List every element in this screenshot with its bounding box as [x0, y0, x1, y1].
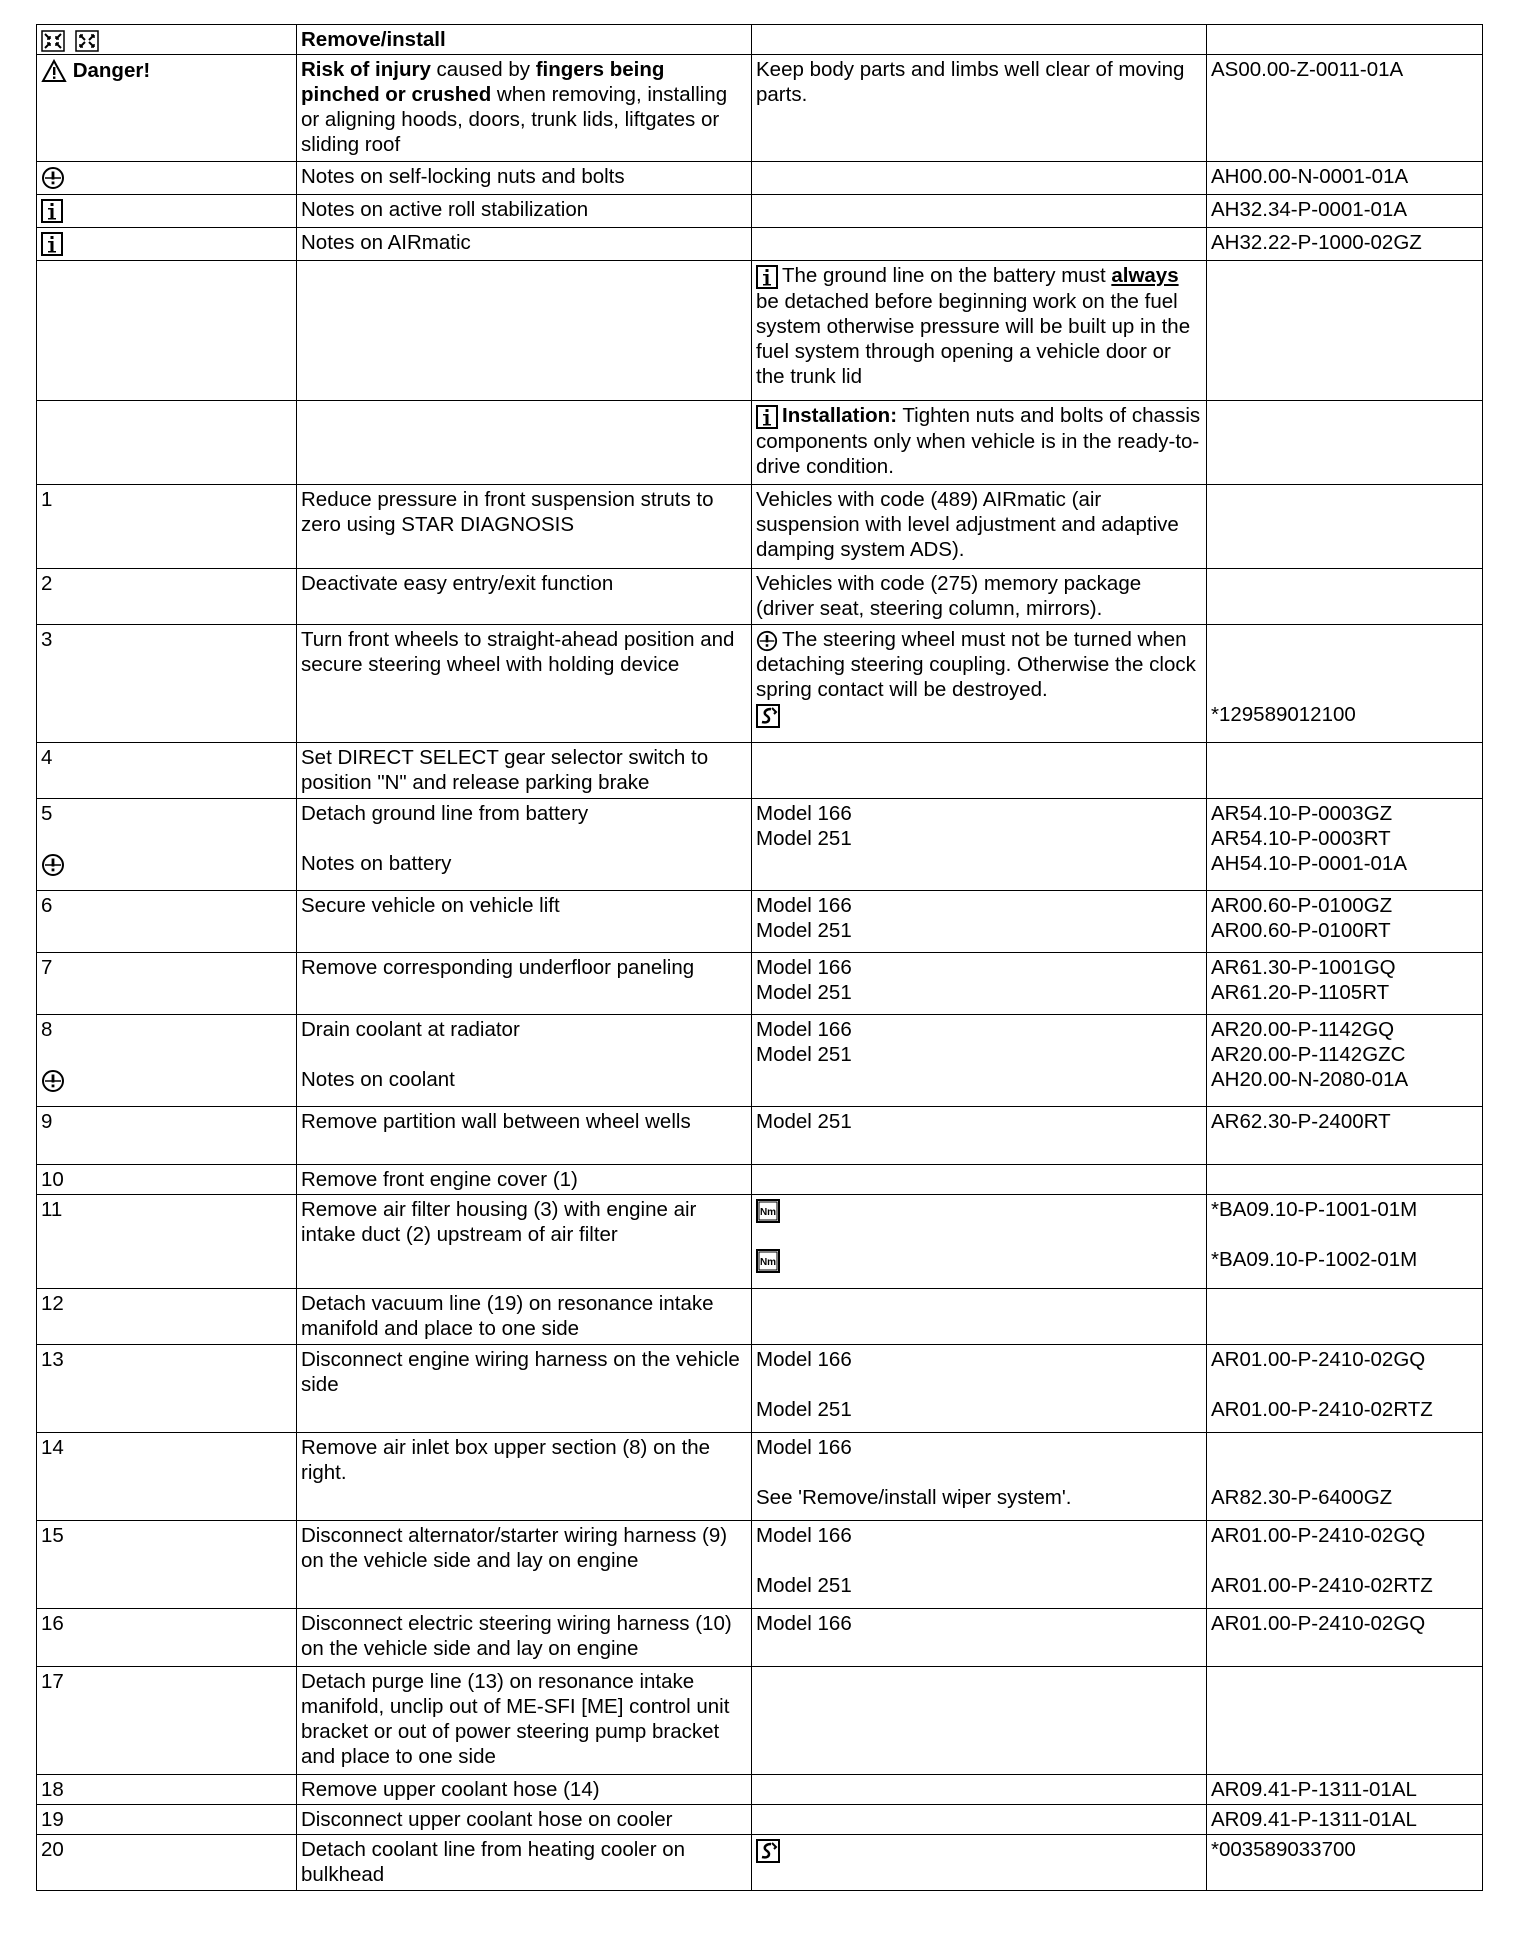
step-row [37, 953, 1483, 1015]
table-header-row [37, 25, 1483, 55]
caution-note-icon [41, 166, 65, 190]
info-install-text: Tighten nuts and bolts of chassis components only when vehicle is in the ready-to-drive condition. [756, 404, 1201, 478]
note-ref-link[interactable]: AH00.00-N-0001-01A [1207, 162, 1483, 195]
step-text: Remove corresponding underfloor paneling [297, 953, 752, 1015]
note-icon-cell [37, 228, 297, 261]
torque-nm-icon[interactable] [756, 1199, 780, 1223]
model-label: Model 166 [756, 894, 852, 917]
note-row [37, 228, 1483, 261]
tool-number-link[interactable]: *129589012100 [1211, 703, 1356, 726]
step-text: Detach purge line (13) on resonance intake manifold, unclip out of ME-SFI [ME] control unit bracket or out of power steering pump bracket and place to one side [297, 1667, 752, 1775]
empty-cell [752, 1667, 1207, 1775]
info-ground-cell [752, 261, 1207, 401]
ref-cell [1207, 1015, 1483, 1107]
ref-cell [1207, 799, 1483, 891]
step-text: Disconnect upper coolant hose on cooler [297, 1805, 752, 1835]
step-number: 17 [37, 1667, 297, 1775]
ref-link[interactable]: AR01.00-P-2410-02RTZ [1211, 1574, 1433, 1597]
empty-cell [1207, 485, 1483, 569]
model-label: Model 166 [756, 956, 852, 979]
ref-link[interactable]: AR01.00-P-2410-02RTZ [1211, 1398, 1433, 1421]
model-label: Model 166 [756, 1524, 852, 1547]
step-text: Turn front wheels to straight-ahead position and secure steering wheel with holding device [297, 625, 752, 743]
step-row [37, 743, 1483, 799]
step-row [37, 1165, 1483, 1195]
step-number-cell [37, 799, 297, 891]
note-text: Notes on AIRmatic [297, 228, 752, 261]
step-row [37, 1107, 1483, 1165]
step-row [37, 1775, 1483, 1805]
model-cell [752, 1521, 1207, 1609]
danger-measure-cell: Keep body parts and limbs well clear of moving parts. [752, 55, 1207, 162]
step-text: Disconnect alternator/starter wiring harness (9) on the vehicle side and lay on engine [297, 1521, 752, 1609]
step-row [37, 1805, 1483, 1835]
step-text-cell [297, 799, 752, 891]
step-number: 14 [37, 1433, 297, 1521]
caution-text: The steering wheel must not be turned when detaching steering coupling. Otherwise the clock spring contact will be destroyed. [756, 628, 1196, 701]
ref-link[interactable]: AH54.10-P-0001-01A [1211, 852, 1408, 875]
step-number: 18 [37, 1775, 297, 1805]
danger-ref-link[interactable]: AS00.00-Z-0011-01A [1207, 55, 1483, 162]
model-cell [752, 891, 1207, 953]
step-row [37, 1345, 1483, 1433]
info-ground-emphasis: always [1111, 264, 1179, 287]
step-number: 4 [37, 743, 297, 799]
step-number: 13 [37, 1345, 297, 1433]
warning-triangle-icon [41, 59, 67, 83]
header-icons-cell [37, 25, 297, 55]
step-row [37, 1195, 1483, 1289]
ref-cell [1207, 1521, 1483, 1609]
header-title: Remove/install [297, 25, 752, 55]
note-text: Notes on self-locking nuts and bolts [297, 162, 752, 195]
empty-cell [752, 1165, 1207, 1195]
step-text: Disconnect electric steering wiring harness (10) on the vehicle side and lay on engine [297, 1609, 752, 1667]
see-reference-text: See 'Remove/install wiper system'. [756, 1486, 1072, 1509]
step-row [37, 485, 1483, 569]
step-text: Remove partition wall between wheel wells [297, 1107, 752, 1165]
tool-number-link[interactable]: *003589033700 [1207, 1835, 1483, 1891]
ref-link[interactable]: AR62.30-P-2400RT [1207, 1107, 1483, 1165]
model-label: Model 251 [752, 1107, 1207, 1165]
step-text: Remove air filter housing (3) with engine air intake duct (2) upstream of air filter [297, 1195, 752, 1289]
caution-note-icon [41, 853, 65, 877]
model-cell [752, 799, 1207, 891]
info-icon [756, 405, 778, 429]
step-number: 6 [37, 891, 297, 953]
risk-text: when removing, installing or aligning hoods, doors, trunk lids, liftgates or sliding roof [301, 83, 728, 156]
step-row [37, 1015, 1483, 1107]
special-tool-icon[interactable] [756, 704, 780, 728]
info-ground-text: be detached before beginning work on the fuel system otherwise pressure will be built up in the fuel system through opening a vehicle door or the trunk lid [756, 289, 1191, 388]
model-label: Model 251 [756, 919, 852, 942]
step-text: Detach vacuum line (19) on resonance intake manifold and place to one side [297, 1289, 752, 1345]
step-number-cell [37, 1015, 297, 1107]
step-number: 9 [37, 1107, 297, 1165]
ref-link[interactable]: AR54.10-P-0003GZ [1211, 802, 1393, 825]
step-ref-cell [1207, 625, 1483, 743]
step-number: 20 [37, 1835, 297, 1891]
step-row [37, 569, 1483, 625]
info-install-row [37, 401, 1483, 485]
note-ref-link[interactable]: AH32.34-P-0001-01A [1207, 195, 1483, 228]
step-row [37, 1609, 1483, 1667]
step-caution-cell [752, 625, 1207, 743]
ref-link[interactable]: AR01.00-P-2410-02GQ [1207, 1609, 1483, 1667]
empty-cell [37, 261, 297, 401]
step-text: Reduce pressure in front suspension struts to zero using STAR DIAGNOSIS [297, 485, 752, 569]
install-icon [75, 30, 99, 52]
step-text: Detach ground line from battery [301, 802, 589, 825]
step-text: Set DIRECT SELECT gear selector switch to position "N" and release parking brake [297, 743, 752, 799]
empty-cell [1207, 1667, 1483, 1775]
caution-note-icon [756, 630, 778, 652]
model-cell [752, 1015, 1207, 1107]
tool-cell [752, 1835, 1207, 1891]
empty-cell [1207, 1289, 1483, 1345]
torque-nm-icon[interactable] [756, 1249, 780, 1273]
risk-text: caused by [430, 58, 536, 81]
procedure-table [36, 24, 1483, 1891]
ref-cell [1207, 1195, 1483, 1289]
torque-cell [752, 1195, 1207, 1289]
svg-text:Nm: Nm [759, 1206, 777, 1218]
step-row [37, 1835, 1483, 1891]
svg-text:Nm: Nm [759, 1257, 777, 1269]
tool-icon-line [756, 702, 1202, 728]
step-text: Remove air inlet box upper section (8) on the right. [297, 1433, 752, 1521]
step-number: 7 [37, 953, 297, 1015]
danger-label: Danger! [72, 59, 151, 83]
note-row [37, 195, 1483, 228]
step-row [37, 891, 1483, 953]
remove-icon [41, 30, 65, 52]
model-cell [752, 1345, 1207, 1433]
info-icon [41, 232, 63, 256]
ref-link[interactable]: AR00.60-P-0100GZ [1211, 894, 1393, 917]
step-number: 1 [37, 485, 297, 569]
step-number: 3 [37, 625, 297, 743]
empty-cell [297, 261, 752, 401]
model-cell [752, 1433, 1207, 1521]
ref-link[interactable]: *BA09.10-P-1002-01M [1211, 1248, 1418, 1271]
risk-emphasis: fingers being pinched or crushed [301, 58, 665, 106]
ref-link[interactable]: AR00.60-P-0100RT [1211, 919, 1391, 942]
danger-row [37, 55, 1483, 162]
step-number: 12 [37, 1289, 297, 1345]
danger-risk-cell [297, 55, 752, 162]
model-label: Model 166 [756, 1436, 852, 1459]
ref-link[interactable]: AR01.00-P-2410-02GQ [1211, 1524, 1426, 1547]
ref-cell [1207, 953, 1483, 1015]
risk-heading: Risk of injury [301, 58, 431, 81]
step-number: 8 [41, 1018, 53, 1041]
empty-cell [752, 1805, 1207, 1835]
info-install-label: Installation: [782, 404, 898, 427]
ref-cell [1207, 1345, 1483, 1433]
danger-label-cell [37, 55, 297, 162]
note-icon-cell [37, 162, 297, 195]
step-row [37, 1433, 1483, 1521]
ref-cell [1207, 891, 1483, 953]
note-row [37, 162, 1483, 195]
step-number: 11 [37, 1195, 297, 1289]
model-cell [752, 953, 1207, 1015]
caution-note-icon [41, 1069, 65, 1093]
step-condition: Vehicles with code (489) AIRmatic (air suspension with level adjustment and adaptive damping system ADS). [752, 485, 1207, 569]
empty-cell [752, 228, 1207, 261]
step-row [37, 1521, 1483, 1609]
step-text: Detach coolant line from heating cooler on bulkhead [297, 1835, 752, 1891]
step-text: Deactivate easy entry/exit function [297, 569, 752, 625]
empty-cell [37, 401, 297, 485]
empty-cell [752, 1775, 1207, 1805]
step-number: 16 [37, 1609, 297, 1667]
step-number: 19 [37, 1805, 297, 1835]
ref-link[interactable]: AR82.30-P-6400GZ [1211, 1486, 1393, 1509]
ref-link[interactable]: AR54.10-P-0003RT [1211, 827, 1391, 850]
note-icon-cell [37, 195, 297, 228]
info-icon [41, 199, 63, 223]
ref-link[interactable]: AR09.41-P-1311-01AL [1207, 1805, 1483, 1835]
header-empty-cell [752, 25, 1207, 55]
header-empty-cell [1207, 25, 1483, 55]
step-row [37, 799, 1483, 891]
info-icon [756, 265, 778, 289]
ref-link[interactable]: AR61.30-P-1001GQ [1211, 956, 1396, 979]
ref-link[interactable]: AR01.00-P-2410-02GQ [1211, 1348, 1426, 1371]
ref-link[interactable]: AR20.00-P-1142GQ [1211, 1018, 1395, 1041]
note-text: Notes on coolant [301, 1068, 455, 1091]
empty-cell [1207, 569, 1483, 625]
step-text-cell [297, 1015, 752, 1107]
step-number: 10 [37, 1165, 297, 1195]
empty-cell [297, 401, 752, 485]
ref-link[interactable]: AR20.00-P-1142GZC [1211, 1043, 1406, 1066]
empty-cell [752, 743, 1207, 799]
repair-instruction-sheet [36, 24, 1482, 1944]
step-number: 2 [37, 569, 297, 625]
step-text: Remove front engine cover (1) [297, 1165, 752, 1195]
model-label: Model 166 [756, 802, 852, 825]
empty-cell [1207, 743, 1483, 799]
model-label: Model 251 [756, 1043, 852, 1066]
step-row [37, 1289, 1483, 1345]
ref-link[interactable]: AR09.41-P-1311-01AL [1207, 1775, 1483, 1805]
step-text: Remove upper coolant hose (14) [297, 1775, 752, 1805]
step-text: Secure vehicle on vehicle lift [297, 891, 752, 953]
special-tool-icon[interactable] [756, 1839, 780, 1863]
ref-cell [1207, 1433, 1483, 1521]
step-number: 5 [41, 802, 53, 825]
ref-link[interactable]: AR61.20-P-1105RT [1211, 981, 1390, 1004]
model-label: Model 166 [756, 1018, 852, 1041]
info-ground-row [37, 261, 1483, 401]
empty-cell [752, 195, 1207, 228]
step-condition: Vehicles with code (275) memory package (driver seat, steering column, mirrors). [752, 569, 1207, 625]
note-ref-link[interactable]: AH32.22-P-1000-02GZ [1207, 228, 1483, 261]
empty-cell [1207, 1165, 1483, 1195]
model-label: Model 251 [756, 1398, 852, 1421]
note-text: Notes on battery [301, 852, 452, 875]
ref-link[interactable]: *BA09.10-P-1001-01M [1211, 1198, 1418, 1221]
model-label: Model 166 [752, 1609, 1207, 1667]
model-label: Model 251 [756, 981, 852, 1004]
empty-cell [1207, 261, 1483, 401]
step-number: 15 [37, 1521, 297, 1609]
model-label: Model 251 [756, 827, 852, 850]
empty-cell [752, 162, 1207, 195]
step-row [37, 625, 1483, 743]
step-row [37, 1667, 1483, 1775]
model-label: Model 166 [756, 1348, 852, 1371]
note-text: Notes on active roll stabilization [297, 195, 752, 228]
info-ground-text: The ground line on the battery must [782, 264, 1112, 287]
empty-cell [1207, 401, 1483, 485]
info-install-cell [752, 401, 1207, 485]
model-label: Model 251 [756, 1574, 852, 1597]
step-text: Drain coolant at radiator [301, 1018, 520, 1041]
empty-cell [752, 1289, 1207, 1345]
step-text: Disconnect engine wiring harness on the vehicle side [297, 1345, 752, 1433]
ref-link[interactable]: AH20.00-N-2080-01A [1211, 1068, 1409, 1091]
